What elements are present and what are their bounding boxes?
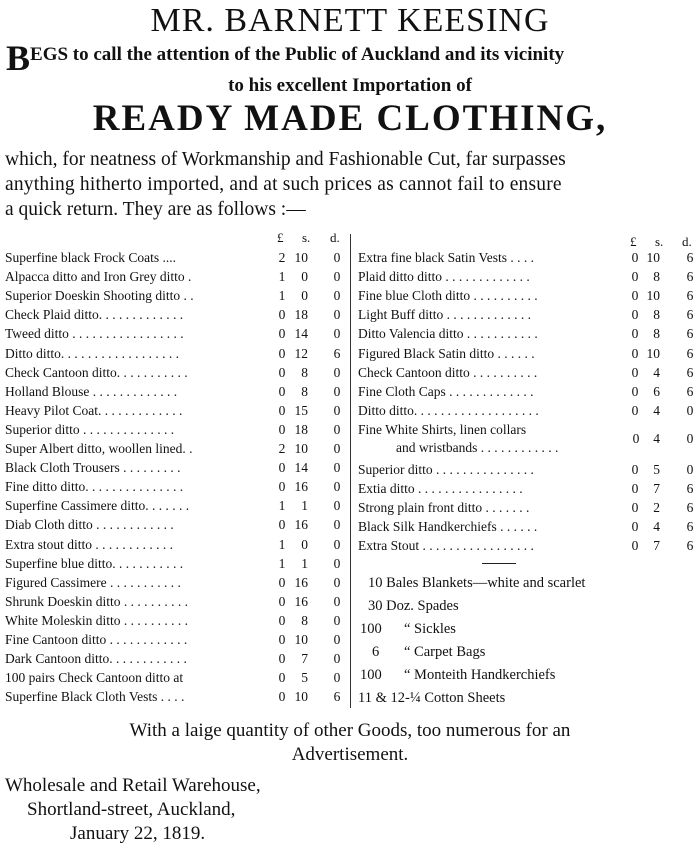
- item-name: Black Cloth Trousers . . . . . . . . .: [5, 460, 181, 476]
- item-name: Check Plaid ditto. . . . . . . . . . . . .: [5, 307, 184, 323]
- paragraph-line: anything hitherto imported, and at such prices as cannot fail to ensure: [5, 174, 562, 195]
- price-pence: 0: [333, 498, 341, 514]
- price-shillings: 16: [294, 593, 308, 609]
- price-pence: 0: [333, 269, 341, 285]
- price-pence: 0: [686, 462, 694, 477]
- price-pence: 0: [686, 402, 694, 418]
- item-name: Superfine black Frock Coats ....: [5, 250, 176, 265]
- item-name: Extra fine black Satin Vests . . . .: [358, 250, 534, 265]
- item-name: Alpacca ditto and Iron Grey ditto .: [5, 269, 192, 285]
- price-shillings: 8: [653, 326, 660, 342]
- price-pence: 0: [686, 431, 694, 446]
- price-row: [0, 363, 700, 382]
- price-shillings: 15: [294, 402, 308, 418]
- item-name: Strong plain front ditto . . . . . . .: [358, 500, 530, 516]
- price-pounds: 0: [631, 538, 639, 554]
- price-pence: 6: [686, 481, 694, 497]
- price-pounds: 0: [631, 269, 639, 285]
- price-pounds: 0: [631, 250, 639, 265]
- price-pounds: 0: [631, 364, 639, 380]
- item-name: Extra stout ditto . . . . . . . . . . . .: [5, 536, 173, 552]
- price-pounds: 0: [278, 326, 286, 342]
- footer-note: [0, 719, 700, 767]
- misc-item-text: “ Monteith Handkerchiefs: [404, 667, 556, 683]
- price-pence: 6: [686, 500, 694, 516]
- misc-item-text: “ Sickles: [404, 621, 456, 637]
- address-line-2: Shortland-street, Auckland,: [27, 799, 236, 820]
- item-name: White Moleskin ditto . . . . . . . . . .: [5, 612, 188, 628]
- footer-line-1: With a laige quantity of other Goods, too numerous for an: [129, 720, 571, 741]
- price-row: [0, 439, 350, 458]
- misc-item: [368, 595, 459, 618]
- price-pence: 6: [686, 538, 694, 554]
- item-name: Extia ditto . . . . . . . . . . . . . . . .: [358, 481, 523, 497]
- price-shillings: 16: [294, 479, 308, 495]
- price-pounds: 1: [278, 536, 286, 552]
- intro-line-1: [6, 38, 700, 78]
- price-pence: 0: [333, 555, 341, 571]
- price-row: [0, 267, 700, 286]
- price-pence: 6: [686, 307, 694, 323]
- item-name: Ditto Valencia ditto . . . . . . . . . . .: [358, 326, 538, 342]
- price-shillings: 18: [294, 307, 308, 323]
- pence-header: d.: [330, 230, 340, 245]
- headline: READY MADE CLOTHING,: [92, 98, 608, 139]
- price-shillings: 5: [301, 670, 308, 686]
- item-name: Tweed ditto . . . . . . . . . . . . . . . . .: [5, 326, 184, 342]
- price-row: [0, 479, 700, 498]
- misc-qty: 100: [360, 621, 382, 637]
- price-pence: 0: [333, 250, 341, 265]
- price-shillings: 8: [653, 269, 660, 285]
- item-name: Check Cantoon ditto . . . . . . . . . .: [358, 364, 538, 380]
- price-pounds: 1: [278, 555, 286, 571]
- price-row: [0, 420, 350, 439]
- item-name: Superfine Black Cloth Vests . . . .: [5, 689, 185, 705]
- advert-date: January 22, 1819.: [70, 823, 206, 844]
- price-shillings: 10: [294, 441, 308, 456]
- price-pence: 6: [686, 269, 694, 285]
- item-name: Figured Black Satin ditto . . . . . .: [358, 345, 535, 361]
- footer-line-2: Advertisement.: [291, 744, 409, 765]
- price-row: [0, 382, 700, 401]
- price-shillings: 8: [301, 383, 308, 399]
- price-shillings: 4: [653, 364, 660, 380]
- shilling-header-right: s.: [655, 234, 664, 249]
- item-name: Diab Cloth ditto . . . . . . . . . . . .: [5, 517, 174, 533]
- price-pounds: 2: [278, 441, 286, 456]
- section-rule: [482, 563, 516, 564]
- price-shillings: 4: [653, 519, 660, 535]
- price-shillings: 18: [294, 421, 308, 437]
- price-row: [0, 498, 700, 517]
- price-pence: 0: [333, 441, 341, 456]
- price-pence: 6: [686, 364, 694, 380]
- intro-line-1-text: EGS to call the attention of the Public of Auckland and its vicinity: [30, 44, 565, 65]
- item-name: 100 pairs Check Cantoon ditto at: [5, 670, 184, 686]
- price-pence: 0: [333, 517, 341, 533]
- price-shillings: 8: [653, 307, 660, 323]
- price-shillings: 1: [301, 555, 308, 571]
- price-pounds: 0: [278, 364, 286, 380]
- price-shillings: 16: [294, 574, 308, 590]
- item-name: Fine Cloth Caps . . . . . . . . . . . . .: [358, 383, 534, 399]
- price-shillings: 14: [294, 326, 308, 342]
- price-pence: 0: [333, 460, 341, 476]
- shilling-header: s.: [302, 230, 311, 245]
- price-pounds: 1: [278, 269, 286, 285]
- item-name: Black Silk Handkerchiefs . . . . . .: [358, 519, 538, 535]
- price-pence: 0: [333, 612, 341, 628]
- price-pence: 0: [333, 632, 341, 647]
- price-pounds: 0: [631, 519, 639, 535]
- price-shillings: 0: [301, 288, 308, 304]
- price-shillings: 0: [301, 536, 308, 552]
- price-pence: 0: [333, 326, 341, 342]
- item-name: Superfine blue ditto. . . . . . . . . . .: [5, 555, 184, 571]
- price-pounds: 1: [278, 498, 286, 514]
- price-pence: 6: [686, 345, 694, 361]
- price-shillings: 16: [294, 517, 308, 533]
- price-row: [0, 401, 700, 420]
- price-row: [0, 554, 350, 573]
- price-pence: 6: [333, 689, 341, 705]
- price-shillings: 4: [653, 402, 660, 418]
- item-name: Fine ditto ditto. . . . . . . . . . . . . . .: [5, 479, 184, 495]
- item-name-line1: Fine White Shirts, linen collars: [358, 422, 527, 437]
- paragraph-line: a quick return. They are as follows :—: [5, 199, 306, 220]
- price-shillings: 8: [301, 364, 308, 380]
- drop-cap: B: [6, 38, 31, 78]
- price-pounds: 0: [632, 431, 640, 446]
- price-pounds: 0: [278, 670, 286, 686]
- price-pounds: 2: [278, 250, 286, 265]
- item-name: Ditto ditto. . . . . . . . . . . . . . . . . . .: [358, 402, 539, 418]
- pound-header-right: £: [630, 234, 637, 249]
- price-shillings: 7: [301, 651, 308, 667]
- item-name-line2: and wristbands . . . . . . . . . . . .: [396, 440, 559, 455]
- price-row: [0, 517, 700, 536]
- item-name: Heavy Pilot Coat. . . . . . . . . . . . .: [5, 402, 183, 418]
- price-row: [0, 536, 700, 555]
- pound-header: £: [277, 230, 284, 245]
- price-shillings: 10: [294, 632, 308, 647]
- price-pounds: 0: [278, 307, 286, 323]
- advert-title: MR. BARNETT KEESING: [150, 2, 550, 39]
- item-name: Light Buff ditto . . . . . . . . . . . . .: [358, 307, 532, 323]
- price-pence: 0: [333, 651, 341, 667]
- item-name: Ditto ditto. . . . . . . . . . . . . . . . . .: [5, 345, 180, 361]
- price-row: [0, 324, 700, 343]
- item-name: Figured Cassimere . . . . . . . . . . .: [5, 574, 181, 590]
- intro-line-2: to his excellent Importation of: [228, 75, 472, 96]
- price-pounds: 0: [631, 402, 639, 418]
- price-shillings: 7: [653, 481, 660, 497]
- price-pence: 0: [333, 383, 341, 399]
- price-pence: 0: [333, 288, 341, 304]
- price-pounds: 0: [278, 574, 286, 590]
- item-name: Shrunk Doeskin ditto . . . . . . . . . .: [5, 593, 189, 609]
- pence-header-right: d.: [682, 234, 692, 249]
- item-name: Plaid ditto ditto . . . . . . . . . . . . .: [358, 269, 530, 285]
- price-shillings: 6: [653, 383, 660, 399]
- price-pence: 0: [333, 670, 341, 686]
- price-shillings: 10: [646, 288, 660, 304]
- price-pounds: 0: [278, 421, 286, 437]
- price-pence: 6: [686, 519, 694, 535]
- price-pence: 0: [333, 421, 341, 437]
- price-row: [0, 649, 350, 668]
- price-shillings: 10: [646, 250, 660, 265]
- price-row: [0, 611, 350, 630]
- misc-qty: 100: [360, 667, 382, 683]
- price-pounds: 0: [278, 632, 286, 647]
- price-row: [0, 305, 700, 324]
- price-row: [0, 248, 700, 267]
- price-pence: 0: [333, 536, 341, 552]
- price-pounds: 0: [631, 500, 639, 516]
- price-pounds: 0: [278, 593, 286, 609]
- price-shillings: 10: [294, 689, 308, 705]
- price-pounds: 0: [631, 383, 639, 399]
- price-pence: 0: [333, 479, 341, 495]
- price-row: [0, 286, 700, 305]
- price-pounds: 0: [278, 517, 286, 533]
- price-pence: 6: [686, 250, 694, 265]
- intro-paragraph: [5, 147, 695, 222]
- misc-item-text: “ Carpet Bags: [404, 644, 486, 660]
- price-pence: 6: [333, 345, 341, 361]
- price-pounds: 0: [278, 689, 286, 705]
- price-shillings: 14: [294, 460, 308, 476]
- price-row: [0, 687, 350, 706]
- price-pence: 0: [333, 307, 341, 323]
- price-pence: 6: [686, 383, 694, 399]
- price-pounds: 0: [278, 383, 286, 399]
- item-name: Holland Blouse . . . . . . . . . . . . .: [5, 383, 178, 399]
- item-name: Check Cantoon ditto. . . . . . . . . . .: [5, 364, 188, 380]
- price-row: [0, 592, 350, 611]
- price-pence: 0: [333, 364, 341, 380]
- price-pounds: 0: [631, 326, 639, 342]
- item-name: Superior ditto . . . . . . . . . . . . . .: [5, 421, 175, 437]
- price-pounds: 0: [278, 651, 286, 667]
- price-shillings: 7: [653, 538, 660, 554]
- item-name: Dark Cantoon ditto. . . . . . . . . . . .: [5, 651, 187, 667]
- misc-item-text: 30 Doz. Spades: [368, 598, 459, 614]
- price-row: [0, 668, 350, 687]
- misc-qty: 6: [372, 644, 380, 660]
- price-row: [0, 573, 350, 592]
- price-pounds: 0: [278, 345, 286, 361]
- misc-item: [358, 687, 505, 710]
- price-shillings: 8: [301, 612, 308, 628]
- price-row-shirts: [358, 421, 700, 459]
- item-name: Superior Doeskin Shooting ditto . .: [5, 288, 194, 304]
- price-pounds: 0: [278, 402, 286, 418]
- item-name: Fine Cantoon ditto . . . . . . . . . . . .: [5, 632, 188, 647]
- price-shillings: 10: [294, 250, 308, 265]
- address-line-1: Wholesale and Retail Warehouse,: [5, 775, 261, 796]
- paragraph-line: which, for neatness of Workmanship and Fashionable Cut, far surpasses: [5, 149, 566, 170]
- price-pounds: 0: [278, 460, 286, 476]
- price-pence: 0: [333, 402, 341, 418]
- price-pounds: 0: [631, 462, 639, 477]
- price-shillings: 1: [301, 498, 308, 514]
- price-pence: 0: [333, 574, 341, 590]
- item-name: Fine blue Cloth ditto . . . . . . . . . .: [358, 288, 538, 304]
- item-name: Superfine Cassimere ditto. . . . . . .: [5, 498, 190, 514]
- item-name: Super Albert ditto, woollen lined. .: [5, 441, 193, 456]
- price-shillings: 5: [653, 462, 660, 477]
- price-row: [0, 460, 700, 479]
- item-name: Extra Stout . . . . . . . . . . . . . . . . .: [358, 538, 534, 554]
- price-pounds: 0: [278, 612, 286, 628]
- price-pence: 6: [686, 288, 694, 304]
- price-pence: 6: [686, 326, 694, 342]
- price-row: [0, 630, 350, 649]
- price-shillings: 10: [646, 345, 660, 361]
- price-row: [0, 344, 700, 363]
- misc-item-text: 11 & 12-¼ Cotton Sheets: [358, 690, 506, 706]
- price-shillings: 4: [653, 431, 660, 446]
- price-pounds: 0: [631, 307, 639, 323]
- price-pounds: 1: [278, 288, 286, 304]
- price-shillings: 2: [653, 500, 660, 516]
- misc-item-text: 10 Bales Blankets—white and scarlet: [368, 575, 586, 591]
- price-pence: 0: [333, 593, 341, 609]
- item-name: Superior ditto . . . . . . . . . . . . . . .: [358, 462, 534, 477]
- price-pounds: 0: [631, 345, 639, 361]
- price-pounds: 0: [631, 481, 639, 497]
- price-pounds: 0: [278, 479, 286, 495]
- price-pounds: 0: [631, 288, 639, 304]
- misc-item: [368, 572, 585, 595]
- price-shillings: 12: [294, 345, 308, 361]
- price-shillings: 0: [301, 269, 308, 285]
